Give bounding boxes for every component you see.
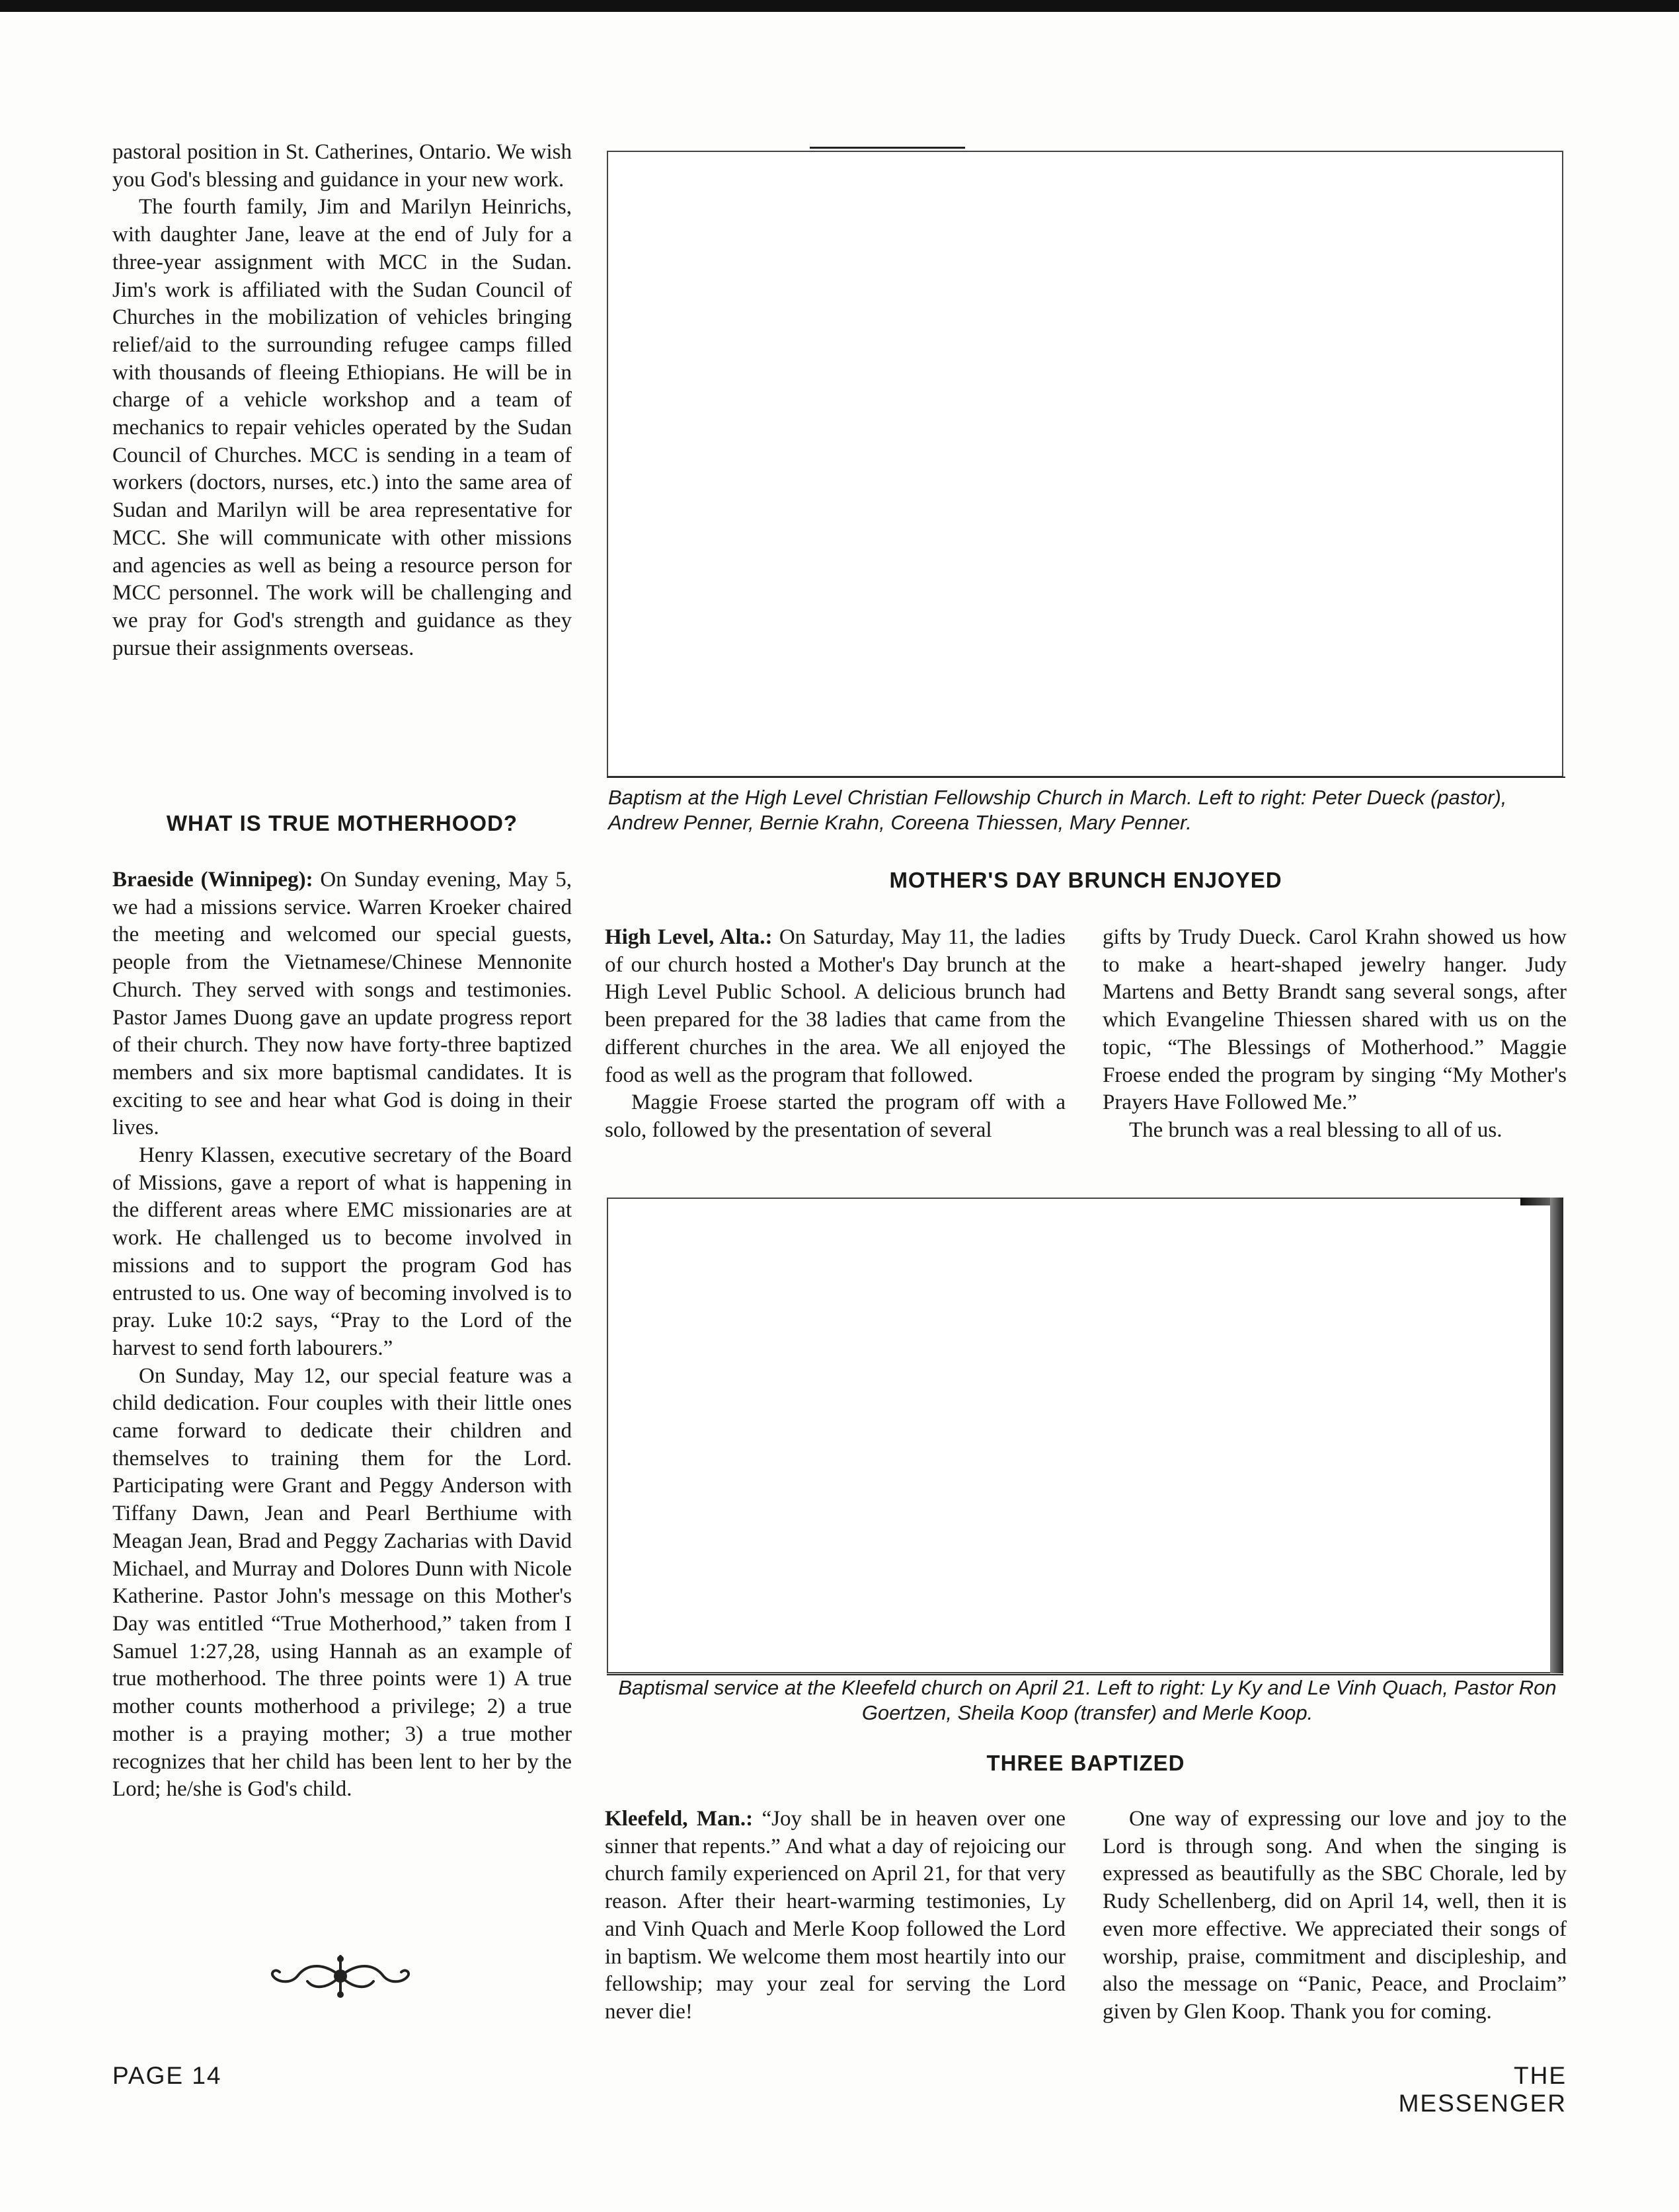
motherhood-heading: WHAT IS TRUE MOTHERHOOD? <box>166 811 518 835</box>
photo1-caption: Baptism at the High Level Christian Fellowship Church in March. Left to right: Peter Dueck (pastor), Andrew Penner, Bernie Krahn, Coreena Thiessen, Mary Penner. <box>608 786 1507 834</box>
publication-name: THE MESSENGER <box>1398 2062 1567 2117</box>
article-paragraph: One way of expressing our love and joy to the Lord is through song. And when the singing is expressed as beautifully as the SBC Chorale, led by Rudy Schellenberg, did on April 14, well, then it is even more effective. We appreciated their songs of worship, praise, commitment and discipleship, and also the message on “Panic, Peace, and Proclaim” given by Glen Koop. Thank you for coming. <box>1103 1807 1567 2024</box>
article-paragraph: Maggie Froese started the program off with a solo, followed by the presentation of several <box>605 1090 1066 1142</box>
article-paragraph <box>112 866 572 1142</box>
photo-bottom-rule <box>607 777 1565 778</box>
article-paragraph: Henry Klassen, executive secretary of the Board of Missions, gave a report of what is happening in the different areas where EMC missionaries are at work. He challenged us to become involved in missions and to support the program God has entrusted to us. One way of becoming involved is to pray. Luke 10:2 says, “Pray to the Lord of the harvest to send forth labourers.” <box>112 1143 572 1360</box>
article-paragraph: On Sunday, May 12, our special feature was a child dedication. Four couples with their little ones came forward to dedicate their children and themselves to training them for the Lord. Participating were Grant and Peggy Anderson with Tiffany Dawn, Jean and Pearl Berthiume with Meagan Jean, Brad and Peggy Zacharias with David Michael, and Murray and Dolores Dunn with Nicole Katherine. Pastor John's message on this Mother's Day was entitled “True Motherhood,” taken from I Samuel 1:27,28, using Hannah as an example of true motherhood. The three points were 1) A true mother counts motherhood a privilege; 2) a true mother is a praying mother; 3) a true mother recognizes that her child has been lent to her by the Lord; he/she is God's child. <box>112 1363 572 1802</box>
baptized-article-col2 <box>1103 1806 1567 2026</box>
motherhood-article <box>112 866 572 1804</box>
intro-paragraph: pastoral position in St. Catherines, Ontario. We wish you God's blessing and guidance in your new work. <box>112 140 572 192</box>
article-paragraph <box>605 1806 1066 2026</box>
brunch-article-col2 <box>1103 924 1567 1145</box>
intro-text <box>112 139 572 662</box>
dateline: High Level, Alta.: <box>605 925 773 949</box>
baptism-photo-high-level <box>607 151 1563 777</box>
brunch-article-col1 <box>605 924 1066 1145</box>
photo-edge-shadow <box>1550 1198 1563 1673</box>
brunch-heading: MOTHER'S DAY BRUNCH ENJOYED <box>889 868 1282 892</box>
page-number: PAGE 14 <box>112 2062 222 2089</box>
article-paragraph: gifts by Trudy Dueck. Carol Krahn showed us how to make a heart-shaped jewelry hanger. Judy Martens and Betty Brandt sang several songs, after which Evangeline Thiessen shared with us on the topic, “The Blessings of Motherhood.” Maggie Froese ended the program by singing “My Mother's Prayers Have Followed Me.” <box>1103 925 1567 1115</box>
paragraph-text: On Saturday, May 11, the ladies of our church hosted a Mother's Day brunch at the High Level Public School. A delicious brunch had been prepared for the 38 ladies that came from the different churches in the area. We all enjoyed the food as well as the program that followed. <box>605 925 1066 1087</box>
dateline: Kleefeld, Man.: <box>605 1807 754 1831</box>
paragraph-text: “Joy shall be in heaven over one sinner that repents.” And what a day of rejoicing our church family experienced on April 21, for that very reason. After their heart-warming testimonies, Ly and Vinh Quach and Merle Koop followed the Lord in baptism. We welcome them most heartily into our fellowship; may your zeal for serving the Lord never die! <box>605 1807 1066 2024</box>
baptism-photo-kleefeld <box>607 1198 1562 1673</box>
baptized-heading: THREE BAPTIZED <box>986 1751 1185 1775</box>
photo-edge <box>810 147 965 149</box>
baptized-article-col1 <box>605 1806 1066 2026</box>
paragraph-text: On Sunday evening, May 5, we had a missions service. Warren Kroeker chaired the meeting and welcomed our special guests, people from the Vietnamese/Chinese Mennonite Church. They served with songs and testimonies. Pastor James Duong gave an update progress report of their church. They now have forty-three baptized members and six more baptismal candidates. It is exciting to see and hear what God is doing in their lives. <box>112 868 572 1140</box>
dateline: Braeside (Winnipeg): <box>112 868 313 892</box>
photo2-caption: Baptismal service at the Kleefeld church on April 21. Left to right: Ly Ky and Le Vinh Quach, Pastor Ron Goertzen, Sheila Koop (transfer) and Merle Koop. <box>618 1676 1557 1724</box>
intro-paragraph: The fourth family, Jim and Marilyn Heinrichs, with daughter Jane, leave at the end of July for a three-year assignment with MCC in the Sudan. Jim's work is affiliated with the Sudan Council of Churches in the mobilization of vehicles bringing relief/aid to the surrounding refugee camps filled with thousands of fleeing Ethiopians. He will be in charge of a vehicle workshop and a team of mechanics to repair vehicles operated by the Sudan Council of Churches. MCC is sending in a team of workers (doctors, nurses, etc.) into the same area of Sudan and Marilyn will be area representative for MCC. She will communicate with other missions and agencies as well as being a resource person for MCC personnel. The work will be challenging and we pray for God's strength and guidance as they pursue their assignments overseas. <box>112 195 572 660</box>
ornament-icon <box>261 1950 420 2002</box>
article-paragraph: The brunch was a real blessing to all of us. <box>1129 1118 1503 1142</box>
article-paragraph <box>605 924 1066 1089</box>
